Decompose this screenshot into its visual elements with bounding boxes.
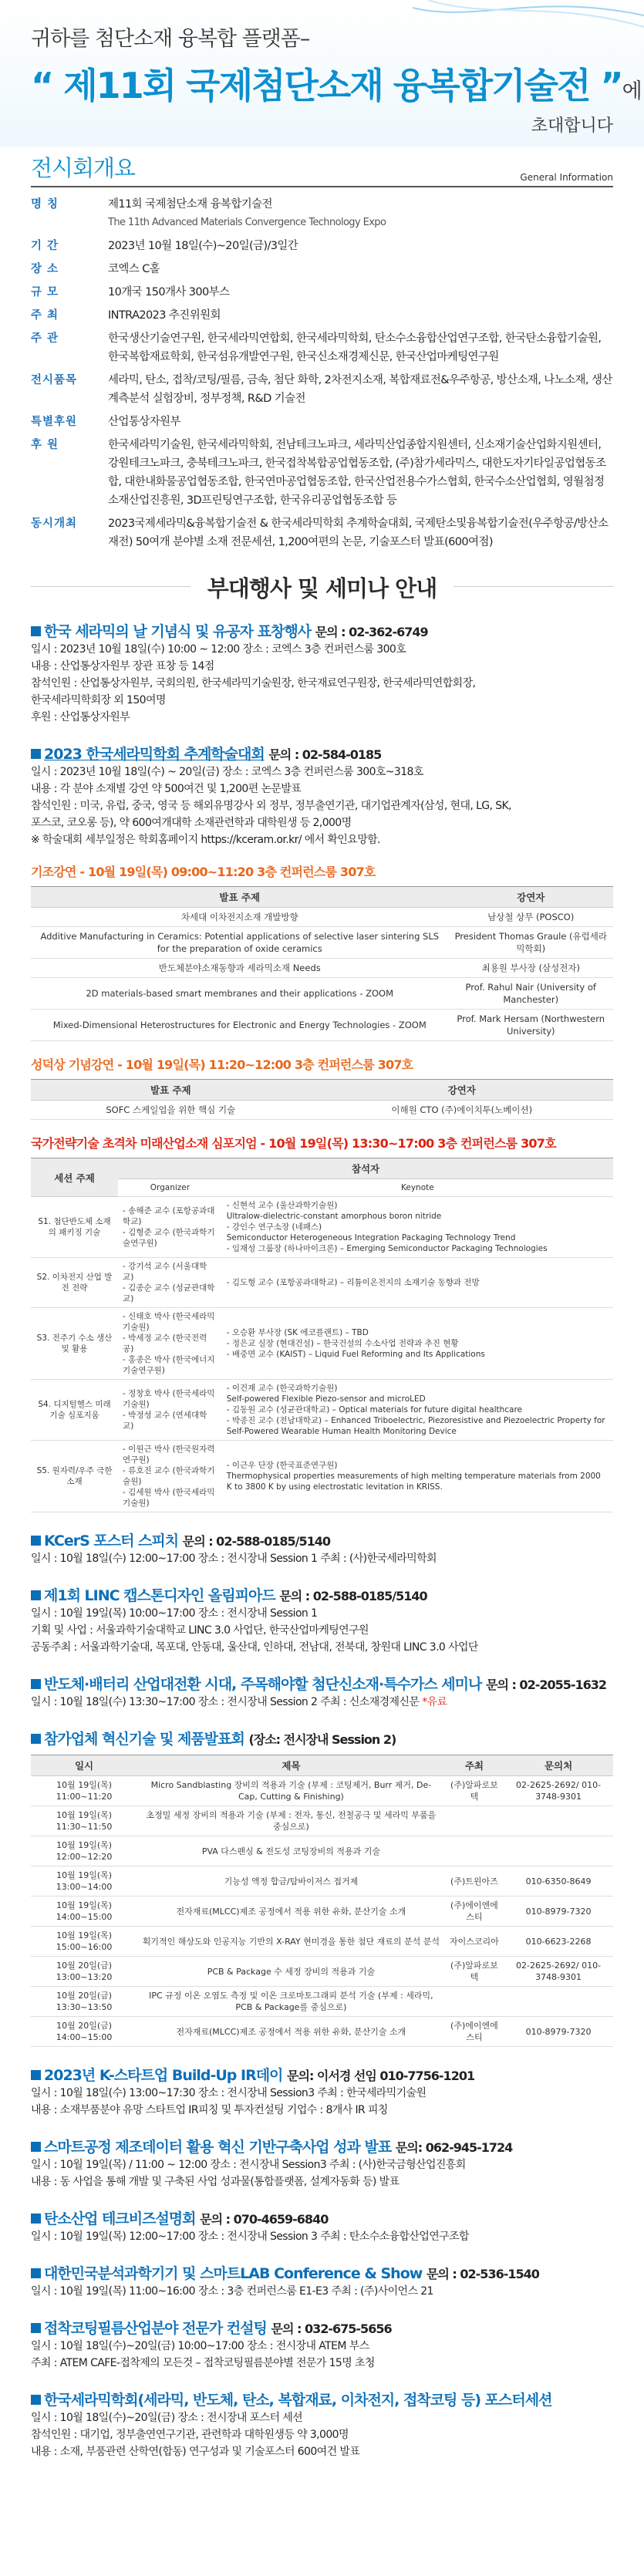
table-row: S3. 전주기 수소 생산 및 활용 - 신태호 박사 (한국세라믹기술원) - 박세정 교수 (한국전력공) - 홍종은 박사 (한국에너지기술연구원) - 오승환 부사장 (SK 에코플랜트) – TBD - 정은교 실장 (현대건설) – 한국건설의 수소사업 전략과 추진 현황 - 배중면 교수 (KAIST) – Liquid Fuel Reforming and Its Applications (31, 1308, 613, 1380)
overview-row: 후 원 한국세라믹기술원, 한국세라믹학회, 전남테크노파크, 세라믹산업종합지원센터, 신소재기술산업화지원센터, 강원테크노파크, 충북테크노파크, 한국접착복합공업협동조합, (주)참가세라믹스, 대한도자기타일공업협동조합, 대한내화물공업협동조합, 한국연마공업협동조합, 한국산업전용수가스협회, 한국수소산업협회, 영월첨정소재산업진흥원, 3D프린팅연구조합, 한국유리공업협동조합 등 (31, 439, 606, 507)
symposium-heading: 국가전략기술 초격차 미래산업소재 심포지엄 - 10월 19일(목) 13:30~17:00 3층 컨퍼런스룸 307호 (31, 1136, 556, 1151)
table-row: S2. 이차전지 산업 발전 전략 - 강기석 교수 (서울대학교) - 김종순 교수 (성균관대학교) - 김도형 교수 (포항공과대학교) – 리튬이온전지의 소재기술 동향과 전망 (31, 1258, 613, 1308)
table-row: 반도체분야소재동향과 세라믹소재 Needs 최용원 부사장 (삼성전자) (31, 959, 613, 978)
events-section: 한국 세라믹의 날 기념식 및 유공자 표창행사 문의 : 02-362-6749 일시 : 2023년 10월 18일(수) 10:00 ~ 12:00 장소 : 코엑스 3층 컨퍼런스룸 300호 내용 : 산업통상자원부 장관 표창 등 14점 참석인원 : 산업통상자원부, 국회의원, 한국세라믹기술원장, 한국재료연구원장, 한국세라믹연합회장, 한국세라믹학회장 외 150여명 후원 : 산업통상자원부 2023 한국세라믹학회 추계학술대회 문의 : 02-584-0185 일시 : 2023년 10월 18일(수) ~ 20일(금) 장소 : 코엑스 3층 컨퍼런스룸 300호~318호 내용 : 각 분야 소재별 강연 약 500여건 및 1,200편 논문발표 참석인원 : 미국, 유럽, 중국, 영국 등 해외유명강사 외 정부, 정부출연기관, 대기업관계자(삼성, 현대, LG, SK, 포스코, 코오롱 등), 약 600여개대학 소재관련학과 대학원생 등 2,000명 ※ 학술대회 세부일정은 학회홈페이지 https://kceram.or.kr/ 에서 확인요망함. 기조강연 - 10월 19일(목) 09:00~11:20 3층 컨퍼런스룸 307호 발표 주제 강연자 차세대 이차전지소재 개발방향 남상철 상무 (POSCO) Additive Manufacturing in Ceramics: Potential applications of selective laser sintering SLS for the preparation of oxide ceramics President Thomas Graule (유럽세라믹학회) 반도체분야소재동향과 세라믹소재 Needs 최용원 부사장 (삼성전자) 2D materials-based smart membranes and their applications - ZOOM Prof. Rahul Nair (University of Manchester) Mixed-Dimensional Heterostructures for Electronic and Energy Technologies - ZOOM Prof. Mark Hersam (Northwestern University) 성덕상 기념강연 - 10월 19일(목) 11:20~12:00 3층 컨퍼런스룸 307호 발표 주제 강연자 SOFC 스케일업을 위한 핵심 기술 이해원 CTO (주)에이치투(노베이션) 국가전략기술 초격차 미래산업소재 심포지엄 - 10월 19일(목) 13:30~17:00 3층 컨퍼런스룸 307호 세션 주제 참석자 Organizer Keynote S1. 첨단반도체 소재의 패키징 기술 - 송해준 교수 (포항공과대학교) - 김형준 교수 (한국과학기술연구원) - 신현석 교수 (울산과학기술원) Ultralow-dielectric-constant amorphous boron nitride - 강인수 연구소장 (네패스) Semiconductor Heterogeneous Integration Packaging Technology Trend - 임재성 그룹장 (하나마이크론) – Emerging Semiconductor Packaging Technologies S2. 이차전지 산업 발전 전략 - 강기석 교수 (서울대학교) - 김종순 교수 (성균관대학교) - 김도형 교수 (포항공과대학교) – 리튬이온전지의 소재기술 동향과 전망 S3. 전주기 수소 생산 및 활용 - 신태호 박사 (한국세라믹기술원) - 박세정 교수 (한국전력공) - 홍종은 박사 (한국에너지기술연구원) - 오승환 부사장 (SK 에코플랜트) – TBD - 정은교 실장 (현대건설) – 한국건설의 수소사업 전략과 추진 현황 - 배중면 교수 (KAIST) – Liquid Fuel Reforming and Its Applications S4. 디지털헬스 미래기술 심포지움 - 정창호 박사 (한국세라믹기술원) - 박정성 교수 (연세대학교) - 이건재 교수 (한국과학기술원) Self-powered Flexible Piezo-sensor and microLED - 김동원 교수 (성균관대학교) – Optical materials for future digital healthcare - 박종진 교수 (전남대학교) – Enhanced Triboelectric, Piezoresistive and Piezoelectric Property for Self-Powered Wearable Human Health Monitoring Device S5. 원자력/우주 극한소재 - 이원근 박사 (한국원자력연구원) - 류호진 교수 (한국과학기술원) - 김세원 박사 (한국세라믹기술원) - 이근우 단장 (한국표준연구원) Thermophysical properties measurements of high melting temperature materials from 2000 K to 3800 K by using electrostatic levitation in KRISS. KCerS 포스터 스피치 문의 : 02-588-0185/5140 일시 : 10월 18일(수) 12:00~17:00 장소 : 전시장내 Session 1 주최 : (사)한국세라믹학회 제1회 LINC 캡스톤디자인 올림피아드 문의 : 02-588-0185/5140 일시 : 10월 19일(목) 10:00~17:00 장소 : 전시장내 Session 1 기획 및 사업 : 서울과학기술대학교 LINC 3.0 사업단, 한국산업마케팅연구원 공동주최 : 서울과학기술대, 목포대, 안동대, 울산대, 인하대, 전남대, 전북대, 창원대 LINC 3.0 사업단 반도체·배터리 산업대전환 시대, 주목해야할 첨단신소재·특수가스 세미나 문의 : 02-2055-1632 일시 : 10월 18일(수) 13:30~17:00 장소 : 전시장내 Session 2 주최 : 신소재경제신문 *유료 참가업체 혁신기술 및 제품발표회 (장소: 전시장내 Session 2) 일시 제목 주최 문의처 10월 19일(목) 11:00~11:20 Micro Sandblasting 장비의 적용과 기술 (부제 : 코팅제거, Burr 제거, De-Cap, Cutting & Finishing) (주)알파로보텍 02-2625-2692/ 010-3748-9301 10월 19일(목) 11:30~11:50 초정밀 세정 장비의 적용과 기술 (부제 : 전자, 통신, 전철공극 및 세라믹 부품을 중심으로) 10월 19일(목) 12:00~12:20 PVA 다스펜싱 & 전도성 코팅장비의 적용과 기술 10월 19일(목) 13:00~14:00 기능성 액정 합금/탐바이저스 접거제 (주)트윈아즈 010-6350-8649 10월 19일(목) 14:00~15:00 전자재료(MLCC)제조 공정에서 적용 위한 유화, 분산기술 소개 (주)에이엔에스티 010-8979-7320 10월 19일(목) 15:00~16:00 획기적인 해상도와 인공지능 기반의 X-RAY 현미경을 통한 첨단 재료의 분석 분석 자이스코리아 010-6623-2268 10월 20일(금) 13:00~13:20 PCB & Package 수 세정 장비의 적용과 기술 (주)알파로보텍 02-2625-2692/ 010-3748-9301 10월 20일(금) 13:30~13:50 IPC 규정 이온 오염도 측정 및 이온 크로마토그래피 분석 기술 (부제 : 세라믹, PCB & Package를 중심으로) 10월 20일(금) 14:00~15:00 전자재료(MLCC)제조 공정에서 적용 위한 유화, 분산기술 소개 (주)에이엔에스티 010-8979-7320 2023년 K-스타트업 Build-Up IR데이 문의: 이서경 선임 010-7756-1201 일시 : 10월 18일(수) 13:00~17:30 장소 : 전시장내 Session3 주최 : 한국세라믹기술원 내용 : 소재부품분야 유망 스타트업 IR피칭 및 투자컨설팅 기업수 : 8개사 IR 피칭 스마트공정 제조데이터 활용 혁신 기반구축사업 성과 발표 문의: 062-945-1724 일시 : 10월 19일(목) / 11:00 ~ 12:00 장소 : 전시장내 Session3 주최 : (사)한국금형산업진흥회 내용 : 동 사업을 통해 개발 및 구축된 사업 성과물(통합플랫폼, 설계자동화 등) 발표 탄소산업 테크비즈설명회 문의 : 070-4659-6840 일시 : 10월 19일(목) 12:00~17:00 장소 : 전시장내 Session 3 주최 : 탄소수소융합산업연구조합 대한민국분석과학기기 및 스마트LAB Conference & Show 문의 : 02-536-1540 일시 : 10월 19일(목) 11:00~16:00 장소 : 3층 컨퍼런스룸 E1-E3 주최 : (주)사이언스 21 접착코팅필름산업분야 전문가 컨설팅 문의 : 032-675-5656 일시 : 10월 18일(수)~20일(금) 10:00~17:00 장소 : 전시장내 ATEM 부스 주최 : ATEM CAFE-접착제의 모든것 – 접착코팅필름분야별 전문가 15명 초청 한국세라믹학회(세라믹, 반도체, 탄소, 복합재료, 이차전지, 접착코팅 등) 포스터세션 일시 : 10월 18일(수)~20일(금) 장소 : 전시장내 포스터 세션 참석인원 : 대기업, 정부출연연구기관, 관련학과 대학원생등 약 3,000명 내용 : 소재, 부품관련 산학연(합동) 연구성과 및 기술포스터 600여건 발표 (31, 620, 613, 2460)
event-heading: 접착코팅필름산업분야 전문가 컨설팅 문의 : 032-675-5656 (31, 2317, 613, 2338)
hero-banner (0, 0, 644, 147)
table-row: S5. 원자력/우주 극한소재 - 이원근 박사 (한국원자력연구원) - 류호진 교수 (한국과학기술원) - 김세원 박사 (한국세라믹기술원) - 이근우 단장 (한국표준연구원) Thermophysical properties measurements of high melting temperature materials from 2000 K to 3800 K by using electrostatic levitation in KRISS. (31, 1441, 613, 1512)
event-heading: 2023년 K-스타트업 Build-Up IR데이 문의: 이서경 선임 010-7756-1201 (31, 2064, 613, 2085)
keynote-table: 발표 주제 강연자 차세대 이차전지소재 개발방향 남상철 상무 (POSCO) Additive Manufacturing in Ceramics: Potential applications of selective laser sintering SLS for the preparation of oxide ceramics President Thomas Graule (유럽세라믹학회) 반도체분야소재동향과 세라믹소재 Needs 최용원 부사장 (삼성전자) 2D materials-based smart membranes and their applications - ZOOM Prof. Rahul Nair (University of Manchester) Mixed-Dimensional Heterostructures for Electronic and Energy Technologies - ZOOM Prof. Mark Hersam (Northwestern University) (31, 886, 613, 1041)
decorative-lines (413, 0, 644, 31)
table-row: 10월 19일(목) 15:00~16:00 획기적인 해상도와 인공지능 기반의 X-RAY 현미경을 통한 첨단 재료의 분석 분석 자이스코리아 010-6623-2268 (31, 1927, 613, 1957)
overview-row: 특별후원 산업통상자원부 (31, 416, 180, 428)
event-heading: 한국 세라믹의 날 기념식 및 유공자 표창행사 문의 : 02-362-6749 (31, 620, 613, 641)
table-row: Additive Manufacturing in Ceramics: Potential applications of selective laser sintering SLS for the preparation of oxide ceramics President Thomas Graule (유럽세라믹학회) (31, 927, 613, 959)
event-heading: KCerS 포스터 스피치 문의 : 02-588-0185/5140 (31, 1529, 613, 1550)
table-row: 10월 19일(목) 13:00~14:00 기능성 액정 합금/탐바이저스 접거제 (주)트윈아즈 010-6350-8649 (31, 1866, 613, 1897)
table-row: 10월 20일(금) 14:00~15:00 전자재료(MLCC)제조 공정에서 적용 위한 유화, 분산기술 소개 (주)에이엔에스티 010-8979-7320 (31, 2017, 613, 2047)
overview-row: 명 칭 제11회 국제첨단소재 융복합기술전 The 11th Advanced Materials Convergence Technology Expo (31, 198, 386, 228)
overview-row: 동시개최 2023국제세라믹&융복합기술전 & 한국세라믹학회 추계학술대회, 국제탄소및융복합기술전(우주항공/방산소재전) 50여개 분야별 소재 전문세션, 1,200여편의 논문, 기술포스터 발표(600여점) (31, 518, 609, 548)
event-heading: 참가업체 혁신기술 및 제품발표회 (장소: 전시장내 Session 2) (31, 1728, 613, 1748)
events-title: 부대행사 및 세미나 안내 (0, 572, 644, 603)
overview-row: 장 소 코엑스 C홀 (31, 263, 160, 275)
table-row: 10월 19일(목) 11:00~11:20 Micro Sandblasting 장비의 적용과 기술 (부제 : 코팅제거, Burr 제거, De-Cap, Cutting & Finishing) (주)알파로보텍 02-2625-2692/ 010-3748-9301 (31, 1776, 613, 1806)
table-row: 2D materials-based smart membranes and their applications - ZOOM Prof. Rahul Nair (University of Manchester) (31, 978, 613, 1010)
invitation-line: 귀하를 첨단소재 융복합 플랫폼– (31, 27, 310, 51)
overview-title: 전시회개요 (31, 155, 136, 181)
table-row: S1. 첨단반도체 소재의 패키징 기술 - 송해준 교수 (포항공과대학교) - 김형준 교수 (한국과학기술연구원) - 신현석 교수 (울산과학기술원) Ultralow-dielectric-constant amorphous boron nitride - 강인수 연구소장 (네패스) Semiconductor Heterogeneous Integration Packaging Technology Trend - 임재성 그룹장 (하나마이크론) – Emerging Semiconductor Packaging Technologies (31, 1197, 613, 1258)
table-row: 10월 19일(목) 11:30~11:50 초정밀 세정 장비의 적용과 기술 (부제 : 전자, 통신, 전철공극 및 세라믹 부품을 중심으로) (31, 1806, 613, 1836)
event-heading: 제1회 LINC 캡스톤디자인 올림피아드 문의 : 02-588-0185/5140 (31, 1584, 613, 1605)
event-heading: 스마트공정 제조데이터 활용 혁신 기반구축사업 성과 발표 문의: 062-945-1724 (31, 2136, 613, 2156)
overview-row: 주 최 INTRA2023 추진위원회 (31, 309, 221, 322)
overview-row: 기 간 2023년 10월 18일(수)~20일(금)/3일간 (31, 240, 298, 252)
event-heading: 탄소산업 테크비즈설명회 문의 : 070-4659-6840 (31, 2207, 613, 2228)
table-row: 차세대 이차전지소재 개발방향 남상철 상무 (POSCO) (31, 908, 613, 927)
keynote-heading: 기조강연 - 10월 19일(목) 09:00~11:20 3층 컨퍼런스룸 307호 (31, 865, 376, 879)
presentation-table: 일시 제목 주최 문의처 10월 19일(목) 11:00~11:20 Micro Sandblasting 장비의 적용과 기술 (부제 : 코팅제거, Burr 제거, De-Cap, Cutting & Finishing) (주)알파로보텍 02-2625-2692/ 010-3748-9301 10월 19일(목) 11:30~11:50 초정밀 세정 장비의 적용과 기술 (부제 : 전자, 통신, 전철공극 및 세라믹 부품을 중심으로) 10월 19일(목) 12:00~12:20 PVA 다스펜싱 & 전도성 코팅장비의 적용과 기술 10월 19일(목) 13:00~14:00 기능성 액정 합금/탐바이저스 접거제 (주)트윈아즈 010-6350-8649 10월 19일(목) 14:00~15:00 전자재료(MLCC)제조 공정에서 적용 위한 유화, 분산기술 소개 (주)에이엔에스티 010-8979-7320 10월 19일(목) 15:00~16:00 획기적인 해상도와 인공지능 기반의 X-RAY 현미경을 통한 첨단 재료의 분석 분석 자이스코리아 010-6623-2268 10월 20일(금) 13:00~13:20 PCB & Package 수 세정 장비의 적용과 기술 (주)알파로보텍 02-2625-2692/ 010-3748-9301 10월 20일(금) 13:30~13:50 IPC 규정 이온 오염도 측정 및 이온 크로마토그래피 분석 기술 (부제 : 세라믹, PCB & Package를 중심으로) 10월 20일(금) 14:00~15:00 전자재료(MLCC)제조 공정에서 적용 위한 유화, 분산기술 소개 (주)에이엔에스티 010-8979-7320 (31, 1755, 613, 2047)
table-row: 10월 20일(금) 13:00~13:20 PCB & Package 수 세정 장비의 적용과 기술 (주)알파로보텍 02-2625-2692/ 010-3748-9301 (31, 1957, 613, 1987)
symposium-table: 세션 주제 참석자 Organizer Keynote S1. 첨단반도체 소재의 패키징 기술 - 송해준 교수 (포항공과대학교) - 김형준 교수 (한국과학기술연구원) - 신현석 교수 (울산과학기술원) Ultralow-dielectric-constant amorphous boron nitride - 강인수 연구소장 (네패스) Semiconductor Heterogeneous Integration Packaging Technology Trend - 임재성 그룹장 (하나마이크론) – Emerging Semiconductor Packaging Technologies S2. 이차전지 산업 발전 전략 - 강기석 교수 (서울대학교) - 김종순 교수 (성균관대학교) - 김도형 교수 (포항공과대학교) – 리튬이온전지의 소재기술 동향과 전망 S3. 전주기 수소 생산 및 활용 - 신태호 박사 (한국세라믹기술원) - 박세정 교수 (한국전력공) - 홍종은 박사 (한국에너지기술연구원) - 오승환 부사장 (SK 에코플랜트) – TBD - 정은교 실장 (현대건설) – 한국건설의 수소사업 전략과 추진 현황 - 배중면 교수 (KAIST) – Liquid Fuel Reforming and Its Applications S4. 디지털헬스 미래기술 심포지움 - 정창호 박사 (한국세라믹기술원) - 박정성 교수 (연세대학교) - 이건재 교수 (한국과학기술원) Self-powered Flexible Piezo-sensor and microLED - 김동원 교수 (성균관대학교) – Optical materials for future digital healthcare - 박종진 교수 (전남대학교) – Enhanced Triboelectric, Piezoresistive and Piezoelectric Property for Self-Powered Wearable Human Health Monitoring Device S5. 원자력/우주 극한소재 - 이원근 박사 (한국원자력연구원) - 류호진 교수 (한국과학기술원) - 김세원 박사 (한국세라믹기술원) - 이근우 단장 (한국표준연구원) Thermophysical properties measurements of high melting temperature materials from 2000 K to 3800 K by using electrostatic levitation in KRISS. (31, 1158, 613, 1512)
overview-row: 전시품목 세라믹, 탄소, 접착/코팅/필름, 금속, 첨단 화학, 2차전지소재, 복합재료전&우주항공, 방산소재, 나노소재, 생산 계측분석 실험장비, 정부정책, R&D 기술전 (31, 374, 612, 405)
memorial-heading: 성덕상 기념강연 - 10월 19일(목) 11:20~12:00 3층 컨퍼런스룸 307호 (31, 1057, 413, 1072)
overview-subtitle: General Information (520, 172, 613, 183)
table-row: S4. 디지털헬스 미래기술 심포지움 - 정창호 박사 (한국세라믹기술원) - 박정성 교수 (연세대학교) - 이건재 교수 (한국과학기술원) Self-powered Flexible Piezo-sensor and microLED - 김동원 교수 (성균관대학교) – Optical materials for future digital healthcare - 박종진 교수 (전남대학교) – Enhanced Triboelectric, Piezoresistive and Piezoelectric Property for Self-Powered Wearable Human Health Monitoring Device (31, 1380, 613, 1441)
table-row: 10월 20일(금) 13:30~13:50 IPC 규정 이온 오염도 측정 및 이온 크로마토그래피 분석 기술 (부제 : 세라믹, PCB & Package를 중심으로) (31, 1987, 613, 2017)
event-heading: 반도체·배터리 산업대전환 시대, 주목해야할 첨단신소재·특수가스 세미나 문의 : 02-2055-1632 (31, 1673, 613, 1694)
table-row: SOFC 스케일업을 위한 핵심 기술 이해원 CTO (주)에이치투(노베이션) (31, 1101, 613, 1120)
event-heading: 한국세라믹학회(세라믹, 반도체, 탄소, 복합재료, 이차전지, 접착코팅 등) 포스터세션 (31, 2389, 613, 2409)
overview-header (31, 151, 613, 187)
overview-row: 주 관 한국생산기술연구원, 한국세라믹연합회, 한국세라믹학회, 탄소수소융합산업연구조합, 한국탄소융합기술원, 한국복합재료학회, 한국섬유개발연구원, 한국신소재경제신문, 한국산업마케팅연구원 (31, 332, 602, 363)
event-heading: 2023 한국세라믹학회 추계학술대회 문의 : 02-584-0185 (31, 743, 613, 764)
overview-row: 규 모 10개국 150개사 300부스 (31, 286, 230, 298)
table-row: Mixed-Dimensional Heterostructures for Electronic and Energy Technologies - ZOOM Prof. Mark Hersam (Northwestern University) (31, 1010, 613, 1041)
expo-title: “ 제11회 국제첨단소재 융복합기술전 ”에 (31, 65, 642, 106)
table-row: 10월 19일(목) 12:00~12:20 PVA 다스펜싱 & 전도성 코팅장비의 적용과 기술 (31, 1836, 613, 1866)
table-row: 10월 19일(목) 14:00~15:00 전자재료(MLCC)제조 공정에서 적용 위한 유화, 분산기술 소개 (주)에이엔에스티 010-8979-7320 (31, 1897, 613, 1927)
event-heading: 대한민국분석과학기기 및 스마트LAB Conference & Show 문의 : 02-536-1540 (31, 2262, 613, 2283)
overview-list (31, 195, 613, 551)
invitation-closing: 초대합니다 (531, 116, 613, 136)
memorial-table: 발표 주제 강연자 SOFC 스케일업을 위한 핵심 기술 이해원 CTO (주)에이치투(노베이션) (31, 1079, 613, 1120)
